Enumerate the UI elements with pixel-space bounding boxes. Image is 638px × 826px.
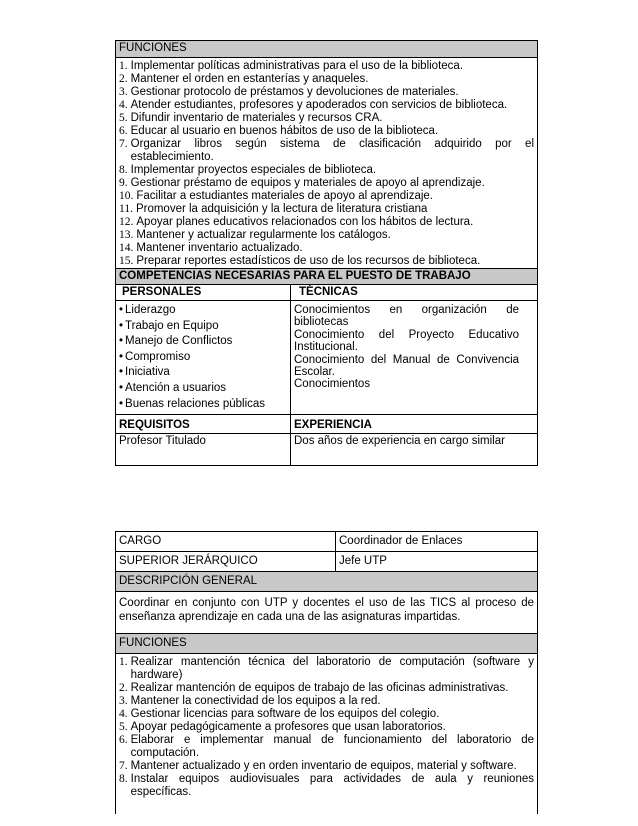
list-item: 9. Gestionar préstamo de equipos y materiales de apoyo al aprendizaje. xyxy=(119,177,485,189)
list-item: • Compromiso xyxy=(119,350,191,363)
list-item: 13. Mantener y actualizar regularmente los catálogos. xyxy=(119,229,391,241)
list-item: 4. Gestionar licencias para software de los equipos del colegio. xyxy=(119,708,440,720)
personales-label: PERSONALES xyxy=(122,286,202,298)
funciones2-list xyxy=(119,656,534,799)
personales-header xyxy=(116,285,291,301)
list-item: • Manejo de Conflictos xyxy=(119,335,233,348)
tecnicas-header xyxy=(291,285,538,301)
list-item: 1. Realizar mantención técnica del laboratorio de computación (software y hardware) xyxy=(119,656,534,681)
experiencia-value: Dos años de experiencia en cargo similar xyxy=(294,435,505,448)
biblioteca-table xyxy=(115,40,538,466)
superior-value-cell xyxy=(336,552,538,572)
list-item: 8. Instalar equipos audiovisuales para actividades de aula y reuniones específicas. xyxy=(119,773,534,798)
competencias-header xyxy=(116,269,538,285)
descripcion-label: DESCRIPCIÓN GENERAL xyxy=(119,575,258,587)
list-item: 12. Apoyar planes educativos relacionados con los hábitos de lectura. xyxy=(119,216,474,228)
list-item: 8. Implementar proyectos especiales de biblioteca. xyxy=(119,164,377,176)
tecnica-item: Conocimiento del Proyecto Educativo Institucional. xyxy=(294,328,520,354)
descripcion-cell xyxy=(116,592,538,634)
list-item: 5. Difundir inventario de materiales y recursos CRA. xyxy=(119,112,383,124)
list-item: • Trabajo en Equipo xyxy=(119,319,219,332)
requisitos-cell xyxy=(116,434,291,466)
list-item: 10. Facilitar a estudiantes materiales de apoyo al aprendizaje. xyxy=(119,190,433,202)
list-item: 6. Elaborar e implementar manual de funcionamiento del laboratorio de computación. xyxy=(119,734,534,759)
funciones-header xyxy=(116,41,538,58)
list-item: • Buenas relaciones públicas xyxy=(119,397,266,410)
funciones2-cell xyxy=(116,654,538,814)
cargo-value-cell xyxy=(336,532,538,552)
tecnicas-label: TÉCNICAS xyxy=(299,286,358,298)
superior-value: Jefe UTP xyxy=(339,555,387,567)
experiencia-label: EXPERIENCIA xyxy=(294,419,372,432)
list-item: • Liderazgo xyxy=(119,304,176,316)
tecnica-item: Conocimientos xyxy=(294,378,371,391)
list-item: 2. Mantener el orden en estanterías y anaqueles. xyxy=(119,73,369,85)
tecnicas-cell xyxy=(291,301,538,415)
list-item: 15. Preparar reportes estadísticos de uso de los recursos de biblioteca. xyxy=(119,255,481,267)
list-item: • Iniciativa xyxy=(119,366,170,379)
superior-label-cell xyxy=(116,552,336,572)
cargo-value: Coordinador de Enlaces xyxy=(339,535,463,547)
list-item: 7. Mantener actualizado y en orden inventario de equipos, material y software. xyxy=(119,760,517,772)
list-item: 1. Implementar políticas administrativas para el uso de la biblioteca. xyxy=(119,60,464,72)
list-item: 6. Educar al usuario en buenos hábitos de uso de la biblioteca. xyxy=(119,125,439,137)
descripcion-header xyxy=(116,572,538,592)
tecnica-item: Conocimientos en organización de bibliotecas xyxy=(294,304,520,329)
list-item: 3. Gestionar protocolo de préstamos y devoluciones de materiales. xyxy=(119,86,459,98)
list-item: 7. Organizar libros según sistema de clasificación adquirido por el establecimiento. xyxy=(119,138,535,163)
cargo-label-cell xyxy=(116,532,336,552)
requisitos-value: Profesor Titulado xyxy=(119,435,206,448)
funciones-cell xyxy=(116,58,538,269)
requisitos-header xyxy=(116,415,291,434)
requisitos-label: REQUISITOS xyxy=(119,419,190,432)
experiencia-cell xyxy=(291,434,538,466)
personales-cell xyxy=(116,301,291,415)
funciones2-label: FUNCIONES xyxy=(119,637,187,649)
experiencia-header xyxy=(291,415,538,434)
funciones-label: FUNCIONES xyxy=(119,42,187,54)
list-item: 2. Realizar mantención de equipos de trabajo de las oficinas administrativas. xyxy=(119,682,509,694)
cargo-label: CARGO xyxy=(119,535,162,547)
tecnica-item: Conocimiento del Manual de Convivencia Escolar. xyxy=(294,353,520,379)
funciones-list xyxy=(119,60,534,268)
competencias-label: COMPETENCIAS NECESARIAS PARA EL PUESTO DE TRABAJO xyxy=(119,270,471,282)
personales-list xyxy=(119,304,287,411)
list-item: 5. Apoyar pedagógicamente a profesores que usan laboratorios. xyxy=(119,721,446,733)
descripcion-value: Coordinar en conjunto con UTP y docentes el uso de las TICS al proceso de enseñanza aprendizaje en cada una de las asignaturas impartidas. xyxy=(119,597,534,623)
list-item: • Atención a usuarios xyxy=(119,381,227,394)
funciones2-header xyxy=(116,634,538,654)
cargo-table xyxy=(115,531,538,814)
list-item: 11. Promover la adquisición y la lectura de literatura cristiana xyxy=(119,203,428,215)
superior-label: SUPERIOR JERÁRQUICO xyxy=(119,555,258,567)
list-item: 4. Atender estudiantes, profesores y apoderados con servicios de biblioteca. xyxy=(119,99,508,111)
list-item: 14. Mantener inventario actualizado. xyxy=(119,242,303,254)
list-item: 3. Mantener la conectividad de los equipos a la red. xyxy=(119,695,381,707)
